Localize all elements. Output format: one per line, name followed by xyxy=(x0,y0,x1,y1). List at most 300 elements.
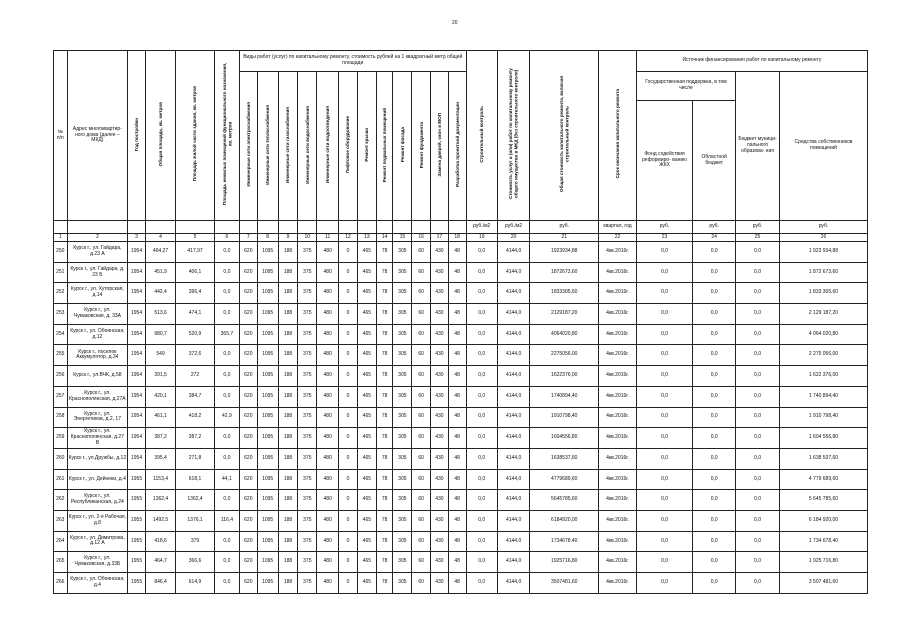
table-cell: 188 xyxy=(278,407,298,428)
table-cell: 465 xyxy=(357,345,376,366)
table-cell: 60 xyxy=(412,345,431,366)
table-cell: 48 xyxy=(448,345,466,366)
table-cell: 60 xyxy=(412,490,431,511)
header-design-docs: Разработка проектной документации xyxy=(448,72,466,221)
table-cell: 846,4 xyxy=(145,573,175,594)
table-cell: 0,0 xyxy=(736,242,780,263)
table-cell: 48 xyxy=(448,283,466,304)
table-row xyxy=(54,428,868,449)
table-cell: 4кв.2016г. xyxy=(599,552,637,573)
table-cell: 1925716,80 xyxy=(530,552,599,573)
table-cell: 78 xyxy=(376,469,393,490)
table-cell: 0,0 xyxy=(214,490,239,511)
table-cell: 60 xyxy=(412,407,431,428)
table-cell: 620 xyxy=(239,552,257,573)
table-cell xyxy=(67,221,128,234)
table-cell: 305 xyxy=(393,448,412,469)
table-cell: 263 xyxy=(54,510,68,531)
table-cell: 48 xyxy=(448,407,466,428)
table-cell: 4144,0 xyxy=(497,448,529,469)
table-cell: 1095 xyxy=(257,510,278,531)
table-cell: Курск г., ул. Димитрова, д.12 А xyxy=(67,531,128,552)
table-cell: 0,0 xyxy=(214,262,239,283)
header-deadline: Срок окончания капитального ремонта xyxy=(599,51,637,221)
table-cell: 430 xyxy=(431,345,449,366)
table-cell: 430 xyxy=(431,242,449,263)
header-regional-budget: Областной бюджет xyxy=(693,101,736,221)
table-cell: 465 xyxy=(357,262,376,283)
table-cell: 375 xyxy=(298,448,317,469)
table-cell: 1 872 673,60 xyxy=(779,262,867,283)
table-cell: 430 xyxy=(431,407,449,428)
table-cell: 255 xyxy=(54,345,68,366)
table-cell: 430 xyxy=(431,469,449,490)
table-cell: 60 xyxy=(412,366,431,387)
table-cell: 188 xyxy=(278,552,298,573)
table-cell: 48 xyxy=(448,262,466,283)
table-cell: 430 xyxy=(431,531,449,552)
table-cell: 4кв.2016г. xyxy=(599,490,637,511)
table-cell: 430 xyxy=(431,262,449,283)
table-cell: 78 xyxy=(376,428,393,449)
table-cell: 620 xyxy=(239,448,257,469)
table-cell: 480 xyxy=(317,573,339,594)
table-cell: 6184920,00 xyxy=(530,510,599,531)
table-cell: Курск г., ул. Хуторская, д.14 xyxy=(67,283,128,304)
table-cell: 188 xyxy=(278,304,298,325)
table-cell: 480 xyxy=(317,428,339,449)
table-cell: 980,7 xyxy=(145,324,175,345)
table-cell: 520,9 xyxy=(176,324,215,345)
table-cell: 1095 xyxy=(257,262,278,283)
table-cell: 0,0 xyxy=(636,304,692,325)
table-cell: 0,0 xyxy=(736,304,780,325)
table-cell: 430 xyxy=(431,283,449,304)
table-cell: 1 833 305,60 xyxy=(779,283,867,304)
table-cell: 1604556,80 xyxy=(530,428,599,449)
table-cell: 4144,0 xyxy=(497,386,529,407)
table-cell: 4144,0 xyxy=(497,407,529,428)
header-row-1 xyxy=(54,51,868,72)
table-cell: 4144,0 xyxy=(497,304,529,325)
table-cell: 480 xyxy=(317,345,339,366)
table-cell: 48 xyxy=(448,304,466,325)
table-cell: 1954 xyxy=(128,407,146,428)
table-cell xyxy=(448,221,466,234)
table-cell: 1955 xyxy=(128,510,146,531)
table-cell: 4кв.2016г. xyxy=(599,573,637,594)
table-cell: 1 xyxy=(54,234,68,242)
table-cell: 1740894,40 xyxy=(530,386,599,407)
table-cell: 375 xyxy=(298,552,317,573)
table-cell: 618,1 xyxy=(176,469,215,490)
table-cell: 0,0 xyxy=(466,490,497,511)
table-cell: 4 779 689,60 xyxy=(779,469,867,490)
table-cell: 305 xyxy=(393,573,412,594)
table-cell: 465 xyxy=(357,490,376,511)
table-cell: 0,0 xyxy=(736,510,780,531)
table-cell: 430 xyxy=(431,304,449,325)
table-cell: 4кв.2016г. xyxy=(599,469,637,490)
table-cell: 0,0 xyxy=(636,242,692,263)
table-cell: 480 xyxy=(317,510,339,531)
table-cell: 430 xyxy=(431,573,449,594)
table-cell: 406,1 xyxy=(176,262,215,283)
table-cell: 1095 xyxy=(257,490,278,511)
table-cell: 620 xyxy=(239,510,257,531)
table-cell: 116,4 xyxy=(214,510,239,531)
table-cell: 188 xyxy=(278,448,298,469)
table-cell: 0 xyxy=(339,407,358,428)
table-cell: 48 xyxy=(448,552,466,573)
table-cell: 18 xyxy=(448,234,466,242)
header-foundation: Ремонт фундамента xyxy=(412,72,431,221)
table-cell: 0,0 xyxy=(636,345,692,366)
header-heating: Инженерные сети теплоснабжения xyxy=(257,72,278,221)
table-cell: 188 xyxy=(278,469,298,490)
table-cell: 1 923 934,88 xyxy=(779,242,867,263)
table-cell: 188 xyxy=(278,242,298,263)
table-cell: 305 xyxy=(393,304,412,325)
table-cell: 474,1 xyxy=(176,304,215,325)
table-cell: 16 xyxy=(412,234,431,242)
table-cell: 1 925 716,80 xyxy=(779,552,867,573)
table-cell: 465 xyxy=(357,304,376,325)
table-cell: 620 xyxy=(239,573,257,594)
table-cell: 0,0 xyxy=(693,428,736,449)
table-cell: 0,0 xyxy=(466,386,497,407)
table-cell: 305 xyxy=(393,262,412,283)
table-cell: 0,0 xyxy=(466,324,497,345)
table-cell: 0,0 xyxy=(736,573,780,594)
table-cell: 0,0 xyxy=(466,366,497,387)
table-cell: 461,1 xyxy=(145,407,175,428)
table-cell: 0,0 xyxy=(693,490,736,511)
table-cell: руб. xyxy=(530,221,599,234)
header-gas: Инженерные сети газоснабжения xyxy=(278,72,298,221)
table-cell: 12 xyxy=(339,234,358,242)
table-cell: 0,0 xyxy=(736,283,780,304)
table-cell: 0,0 xyxy=(466,242,497,263)
table-cell: 78 xyxy=(376,283,393,304)
table-cell: 0 xyxy=(339,448,358,469)
table-cell: 11 xyxy=(317,234,339,242)
table-cell: 188 xyxy=(278,324,298,345)
table-cell xyxy=(339,221,358,234)
header-elevator: Лифтовое оборудование xyxy=(339,72,358,221)
table-cell: 78 xyxy=(376,262,393,283)
table-cell: Курск г., ул. Обоянская, д.12 xyxy=(67,324,128,345)
table-cell: 4144,0 xyxy=(497,428,529,449)
table-cell: 1095 xyxy=(257,552,278,573)
table-cell: 430 xyxy=(431,510,449,531)
table-cell: 620 xyxy=(239,304,257,325)
table-cell: 430 xyxy=(431,428,449,449)
table-cell: 0 xyxy=(339,345,358,366)
table-cell: 48 xyxy=(448,428,466,449)
table-cell: 465 xyxy=(357,324,376,345)
table-cell: 0,0 xyxy=(214,386,239,407)
table-cell: 5 645 785,60 xyxy=(779,490,867,511)
table-cell: 620 xyxy=(239,469,257,490)
table-cell: 60 xyxy=(412,469,431,490)
table-cell: 4144,0 xyxy=(497,490,529,511)
table-cell: 2275056,00 xyxy=(530,345,599,366)
table-cell: 418,6 xyxy=(145,531,175,552)
table-cell: 0,0 xyxy=(693,242,736,263)
table-cell: 1955 xyxy=(128,573,146,594)
table-cell: 19 xyxy=(466,234,497,242)
table-cell: 0,0 xyxy=(636,573,692,594)
table-cell: 0,0 xyxy=(214,242,239,263)
table-cell: 430 xyxy=(431,324,449,345)
table-cell: 0,0 xyxy=(636,552,692,573)
table-cell: 375 xyxy=(298,304,317,325)
table-cell: 1 910 798,40 xyxy=(779,407,867,428)
table-cell: 430 xyxy=(431,552,449,573)
table-cell: 375 xyxy=(298,573,317,594)
table-cell: 48 xyxy=(448,490,466,511)
table-cell: 305 xyxy=(393,531,412,552)
table-cell: 0,0 xyxy=(636,531,692,552)
table-cell: 0 xyxy=(339,324,358,345)
table-cell: 60 xyxy=(412,386,431,407)
table-cell: руб. xyxy=(693,221,736,234)
table-cell xyxy=(393,221,412,234)
table-cell: 1095 xyxy=(257,304,278,325)
table-cell: 375 xyxy=(298,469,317,490)
table-cell: 60 xyxy=(412,428,431,449)
table-cell: 48 xyxy=(448,448,466,469)
column-numbers-row xyxy=(54,234,868,242)
table-cell: 23 xyxy=(636,234,692,242)
table-cell: 0,0 xyxy=(466,510,497,531)
table-cell: 1095 xyxy=(257,283,278,304)
table-cell: 0,0 xyxy=(214,283,239,304)
table-cell: 0,0 xyxy=(693,324,736,345)
table-cell: 1 734 678,40 xyxy=(779,531,867,552)
table-cell: 1095 xyxy=(257,386,278,407)
table-cell: 1 622 376,00 xyxy=(779,366,867,387)
table-cell: 480 xyxy=(317,531,339,552)
table-row xyxy=(54,386,868,407)
table-cell: 60 xyxy=(412,448,431,469)
table-cell: 0,0 xyxy=(466,428,497,449)
table-cell: 0,0 xyxy=(466,531,497,552)
table-cell: 464,7 xyxy=(145,552,175,573)
table-cell: 0,0 xyxy=(693,345,736,366)
table-cell: 375 xyxy=(298,262,317,283)
table-cell: 0,0 xyxy=(214,552,239,573)
table-cell: 2 129 187,20 xyxy=(779,304,867,325)
table-cell: 5 xyxy=(176,234,215,242)
table-cell: 48 xyxy=(448,386,466,407)
table-cell: 0,0 xyxy=(466,304,497,325)
table-cell: Курск г., ул. Дейнеки, д.4 xyxy=(67,469,128,490)
table-cell: 78 xyxy=(376,304,393,325)
table-cell: 188 xyxy=(278,510,298,531)
header-sewer: Инженерные сети водоотведения xyxy=(317,72,339,221)
table-row xyxy=(54,345,868,366)
table-cell: 0 xyxy=(339,304,358,325)
table-cell: 256 xyxy=(54,366,68,387)
table-cell xyxy=(239,221,257,234)
table-cell: 1095 xyxy=(257,448,278,469)
table-cell: 78 xyxy=(376,366,393,387)
table-cell: 9 xyxy=(278,234,298,242)
table-cell: 188 xyxy=(278,531,298,552)
table-cell: 620 xyxy=(239,262,257,283)
table-cell: 480 xyxy=(317,448,339,469)
table-cell: 375 xyxy=(298,407,317,428)
table-cell: 1376,1 xyxy=(176,510,215,531)
header-water: Инженерные сети водоснабжения xyxy=(298,72,317,221)
table-cell: 1833305,60 xyxy=(530,283,599,304)
table-cell: 305 xyxy=(393,345,412,366)
table-cell: 620 xyxy=(239,428,257,449)
table-cell: Курск г., ул. Чумаковская, д. 33А xyxy=(67,304,128,325)
table-cell: 0,0 xyxy=(736,345,780,366)
table-cell: 1923934,88 xyxy=(530,242,599,263)
table-cell: 4144,0 xyxy=(497,469,529,490)
table-cell: 264 xyxy=(54,531,68,552)
table-row xyxy=(54,324,868,345)
table-cell: 78 xyxy=(376,345,393,366)
table-row xyxy=(54,262,868,283)
table-cell: 1153,4 xyxy=(145,469,175,490)
table-cell: 375 xyxy=(298,510,317,531)
table-cell: 305 xyxy=(393,428,412,449)
table-cell: 480 xyxy=(317,469,339,490)
table-cell: 465 xyxy=(357,448,376,469)
table-cell: 253 xyxy=(54,304,68,325)
table-cell: 251 xyxy=(54,262,68,283)
table-cell: 4кв.2016г. xyxy=(599,242,637,263)
table-cell: 4кв.2016г. xyxy=(599,345,637,366)
table-cell: 480 xyxy=(317,304,339,325)
table-cell: 1 740 894,40 xyxy=(779,386,867,407)
table-cell: 1362,4 xyxy=(176,490,215,511)
table-cell: 6 184 920,00 xyxy=(779,510,867,531)
table-cell: 0,0 xyxy=(736,407,780,428)
table-cell: 3 507 481,60 xyxy=(779,573,867,594)
table-cell: 78 xyxy=(376,531,393,552)
table-cell: 78 xyxy=(376,573,393,594)
table-cell: 254 xyxy=(54,324,68,345)
table-cell: 188 xyxy=(278,386,298,407)
table-cell: 387,2 xyxy=(145,428,175,449)
table-cell: 480 xyxy=(317,242,339,263)
table-cell: Курск г., ул. 2-я Рабочая, д.8 xyxy=(67,510,128,531)
table-cell: 620 xyxy=(239,531,257,552)
table-cell: 20 xyxy=(497,234,529,242)
table-cell: 0,0 xyxy=(693,407,736,428)
table-cell: Курск г., поселок Аккумулятор, д.34 xyxy=(67,345,128,366)
table-cell: 4144,0 xyxy=(497,552,529,573)
table-cell: 0,0 xyxy=(736,448,780,469)
table-cell: 0,0 xyxy=(214,366,239,387)
table-cell: 451,9 xyxy=(145,262,175,283)
table-cell: 188 xyxy=(278,283,298,304)
table-cell: 60 xyxy=(412,262,431,283)
table-cell: 305 xyxy=(393,366,412,387)
table-row xyxy=(54,242,868,263)
table-cell: 0,0 xyxy=(214,304,239,325)
table-cell: 271,8 xyxy=(176,448,215,469)
table-cell: 0,0 xyxy=(736,552,780,573)
table-cell: 1095 xyxy=(257,345,278,366)
table-cell: 48 xyxy=(448,324,466,345)
table-cell xyxy=(54,221,68,234)
table-cell: 375 xyxy=(298,324,317,345)
table-cell: 78 xyxy=(376,490,393,511)
header-year: Год постройки xyxy=(128,51,146,221)
table-cell: 1 604 556,80 xyxy=(779,428,867,449)
table-cell: 0,0 xyxy=(466,469,497,490)
table-cell: 4 xyxy=(145,234,175,242)
table-cell: 0,0 xyxy=(693,304,736,325)
table-cell: 366,6 xyxy=(176,552,215,573)
table-cell: 305 xyxy=(393,407,412,428)
table-cell: 305 xyxy=(393,490,412,511)
table-cell: 48 xyxy=(448,242,466,263)
table-cell: 0,0 xyxy=(693,283,736,304)
table-cell: 265 xyxy=(54,552,68,573)
header-total-cost: Общая стоимость капитального ремонта, включая строительный контроль xyxy=(530,51,599,221)
table-cell: 21 xyxy=(530,234,599,242)
table-cell: 259 xyxy=(54,428,68,449)
table-cell: 0,0 xyxy=(214,428,239,449)
table-cell: 78 xyxy=(376,552,393,573)
table-cell: 4144,0 xyxy=(497,262,529,283)
table-cell: 375 xyxy=(298,428,317,449)
table-cell: 1954 xyxy=(128,448,146,469)
table-cell: 4144,0 xyxy=(497,366,529,387)
table-cell: 430 xyxy=(431,448,449,469)
table-cell: 1095 xyxy=(257,428,278,449)
table-cell: 0,0 xyxy=(466,448,497,469)
table-cell: 60 xyxy=(412,304,431,325)
table-cell: 305 xyxy=(393,324,412,345)
table-cell: 0,0 xyxy=(693,531,736,552)
table-cell: руб. xyxy=(736,221,780,234)
table-cell: 0,0 xyxy=(214,573,239,594)
table-cell: 430 xyxy=(431,366,449,387)
table-cell: Курск г., ул. Краснополянская, д.27 В xyxy=(67,428,128,449)
table-cell: 430 xyxy=(431,386,449,407)
header-construction-control: Строительный контроль xyxy=(466,51,497,221)
table-cell: 0,0 xyxy=(636,448,692,469)
table-cell: 1954 xyxy=(128,242,146,263)
table-cell: 60 xyxy=(412,531,431,552)
table-cell: 305 xyxy=(393,242,412,263)
table-cell: 1955 xyxy=(128,469,146,490)
table-cell: 0,0 xyxy=(736,531,780,552)
table-cell: 1734678,40 xyxy=(530,531,599,552)
table-cell: 465 xyxy=(357,386,376,407)
table-cell: 430 xyxy=(431,490,449,511)
table-cell: 1955 xyxy=(128,531,146,552)
table-row xyxy=(54,448,868,469)
table-cell: 465 xyxy=(357,242,376,263)
table-row xyxy=(54,490,868,511)
table-cell: 465 xyxy=(357,573,376,594)
table-cell: 3 xyxy=(128,234,146,242)
table-cell: 188 xyxy=(278,366,298,387)
table-cell xyxy=(317,221,339,234)
table-cell: 4144,0 xyxy=(497,573,529,594)
table-cell: 513,6 xyxy=(145,304,175,325)
